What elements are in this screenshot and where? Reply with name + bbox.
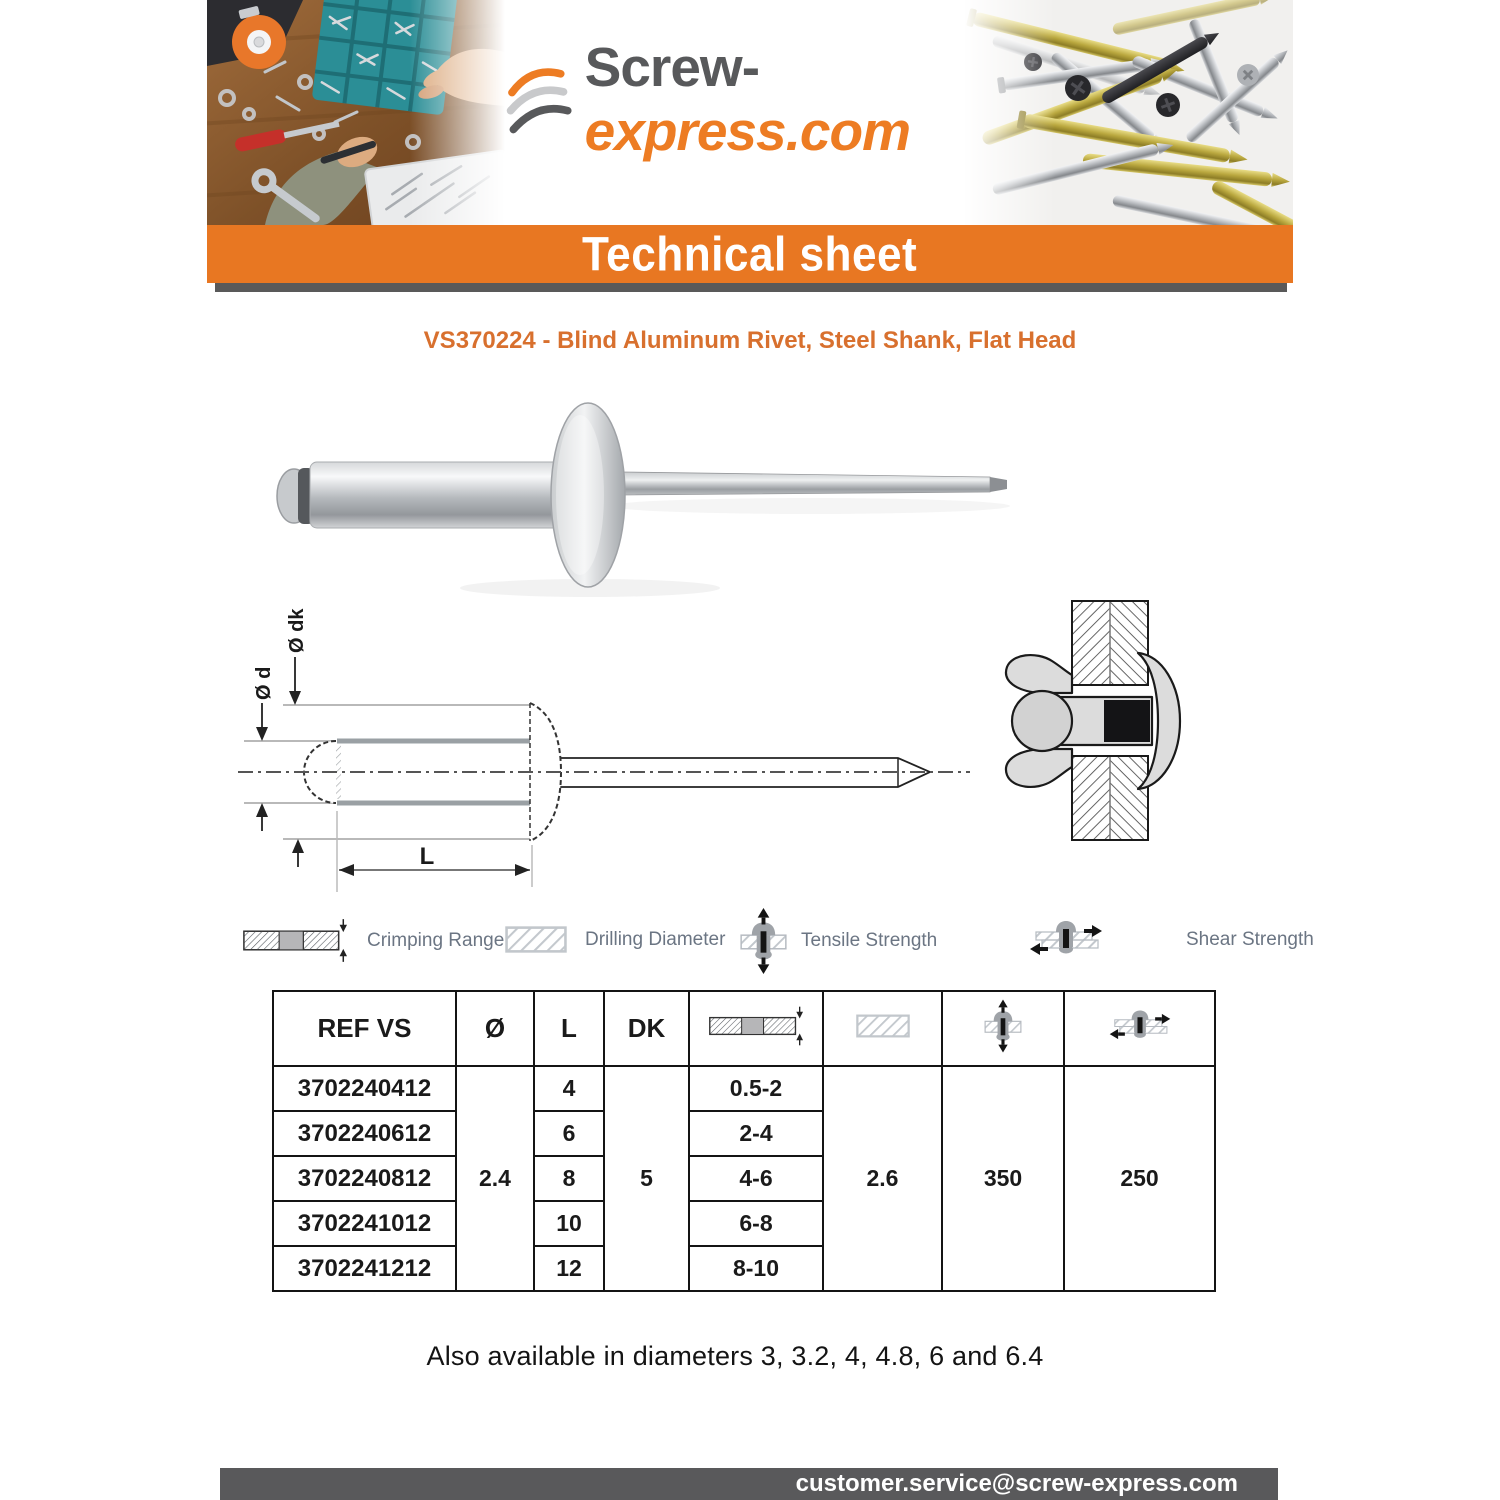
rivet-product-photo xyxy=(250,388,1040,603)
legend-label: Tensile Strength xyxy=(801,930,938,951)
crimp-cell: 8-10 xyxy=(689,1246,823,1291)
shear-strength-icon xyxy=(1108,1008,1172,1045)
ref-cell: 3702241012 xyxy=(273,1201,456,1246)
footer-bar xyxy=(220,1468,1278,1500)
header-tensile-strength xyxy=(942,991,1064,1066)
specification-table xyxy=(272,990,1216,1292)
drilling-diameter-icon xyxy=(856,1014,910,1038)
length-cell: 12 xyxy=(534,1246,604,1291)
header-length: L xyxy=(534,991,604,1066)
drilling-diameter-icon xyxy=(505,926,567,953)
tensile-strength-icon xyxy=(984,998,1022,1054)
workbench-photo xyxy=(207,0,505,225)
brand-name-orange: express.com xyxy=(584,99,910,162)
legend-label: Shear Strength xyxy=(1186,929,1314,950)
product-title: VS370224 - Blind Aluminum Rivet, Steel Shank, Flat Head xyxy=(423,327,1077,354)
crimp-cell: 4-6 xyxy=(689,1156,823,1201)
legend-label: Crimping Range xyxy=(367,929,505,951)
diameter-d-label: Ø d xyxy=(253,666,275,700)
table-row xyxy=(273,1066,1215,1111)
header-diameter: Ø xyxy=(456,991,534,1066)
banner-title: Technical sheet xyxy=(582,226,918,282)
header-dk: DK xyxy=(604,991,689,1066)
ref-cell: 3702241212 xyxy=(273,1246,456,1291)
crimping-range-icon xyxy=(243,917,347,964)
length-cell: 8 xyxy=(534,1156,604,1201)
legend-item-tensile-strength xyxy=(740,906,937,976)
header-ref-vs: REF VS xyxy=(273,991,456,1066)
length-cell: 6 xyxy=(534,1111,604,1156)
logo-swoosh-icon xyxy=(505,48,575,156)
crimping-range-icon xyxy=(708,1005,804,1047)
ref-cell: 3702240812 xyxy=(273,1156,456,1201)
legend-label: Drilling Diameter xyxy=(585,928,726,950)
customer-service-email: customer.service@screw-express.com xyxy=(795,1470,1238,1497)
shear-cell: 250 xyxy=(1064,1066,1215,1291)
header-drilling-diameter xyxy=(823,991,942,1066)
technical-sheet-banner xyxy=(207,225,1293,283)
ref-cell: 3702240612 xyxy=(273,1111,456,1156)
length-l-label: L xyxy=(419,843,435,870)
ref-cell: 3702240412 xyxy=(273,1066,456,1111)
screws-photo xyxy=(963,0,1293,225)
tensile-strength-icon xyxy=(740,906,787,976)
dk-cell: 5 xyxy=(604,1066,689,1291)
diameter-cell: 2.4 xyxy=(456,1066,534,1291)
drilling-cell: 2.6 xyxy=(823,1066,942,1291)
table-header-row xyxy=(273,991,1215,1066)
installed-rivet-cross-section xyxy=(1000,593,1200,851)
legend-item-shear-strength xyxy=(1028,918,1314,962)
tensile-cell: 350 xyxy=(942,1066,1064,1291)
diameter-dk-label: Ø dk xyxy=(286,608,308,653)
header-shear-strength xyxy=(1064,991,1215,1066)
legend-item-crimping-range xyxy=(243,917,504,964)
availability-note: Also available in diameters 3, 3.2, 4, 4.8, 6 and 6.4 xyxy=(426,1341,1044,1371)
crimp-cell: 2-4 xyxy=(689,1111,823,1156)
brand-logo xyxy=(505,0,963,225)
legend-item-drilling-diameter xyxy=(505,926,725,953)
brand-name xyxy=(585,35,963,163)
shear-strength-icon xyxy=(1028,918,1104,962)
crimp-cell: 6-8 xyxy=(689,1201,823,1246)
crimp-cell: 0.5-2 xyxy=(689,1066,823,1111)
banner-divider xyxy=(215,283,1287,292)
rivet-dimension-diagram xyxy=(230,595,980,895)
header-crimping-range xyxy=(689,991,823,1066)
brand-name-gray: Screw- xyxy=(584,35,760,98)
length-cell: 10 xyxy=(534,1201,604,1246)
length-cell: 4 xyxy=(534,1066,604,1111)
